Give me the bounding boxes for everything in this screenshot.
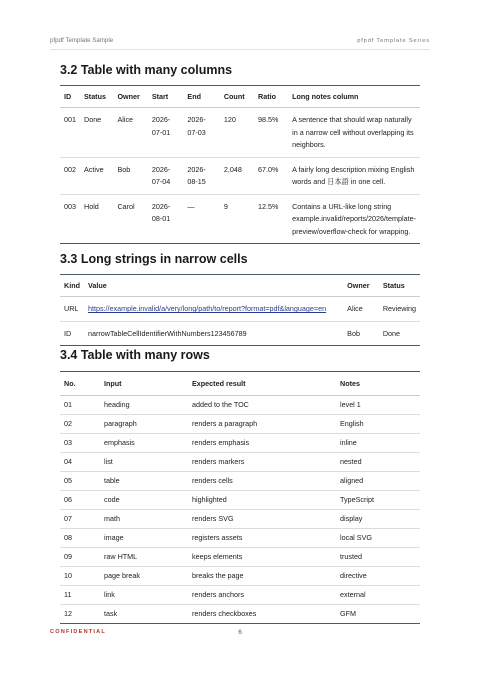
table-cell: task	[100, 605, 188, 624]
table-row	[60, 491, 420, 510]
table-many-columns	[60, 85, 420, 244]
table-cell: link	[100, 586, 188, 605]
table-cell: renders a paragraph	[188, 415, 336, 434]
table-cell: Done	[379, 321, 420, 346]
table-cell: 003	[60, 194, 80, 244]
table-cell: paragraph	[100, 415, 188, 434]
table-cell: renders anchors	[188, 586, 336, 605]
column-header: ID	[60, 86, 80, 108]
table-cell: Contains a URL-like long string example.invalid/reports/2026/template-preview/overflow-check for wrapping.	[288, 194, 420, 244]
table-cell: keeps elements	[188, 548, 336, 567]
table-row	[60, 567, 420, 586]
page-number: 6	[238, 629, 242, 636]
table-cell: trusted	[336, 548, 420, 567]
table-cell: 2026-07-04	[148, 157, 184, 194]
table-row	[60, 472, 420, 491]
table-cell: Carol	[113, 194, 147, 244]
table-cell: heading	[100, 396, 188, 415]
table-row	[60, 586, 420, 605]
table-row	[60, 321, 420, 346]
table-cell: 002	[60, 157, 80, 194]
table-cell: URL	[60, 297, 84, 322]
table-cell: level 1	[336, 396, 420, 415]
table-cell: 2026-08-01	[148, 194, 184, 244]
table-cell: renders markers	[188, 453, 336, 472]
table-cell: Bob	[113, 157, 147, 194]
table-cell: renders cells	[188, 472, 336, 491]
table-cell: table	[100, 472, 188, 491]
table-cell: Hold	[80, 194, 113, 244]
header-left-title: pfpdf Template Sample	[50, 37, 114, 44]
table-cell: ID	[60, 321, 84, 346]
table-cell: 2,048	[220, 157, 254, 194]
section-title-many-rows: 3.4 Table with many rows	[60, 348, 210, 362]
table-cell: 9	[220, 194, 254, 244]
table-row	[60, 415, 420, 434]
table-cell: raw HTML	[100, 548, 188, 567]
table-cell: inline	[336, 434, 420, 453]
column-header: Kind	[60, 275, 84, 297]
table-header-row	[60, 275, 420, 297]
column-header: Status	[80, 86, 113, 108]
column-header: Ratio	[254, 86, 288, 108]
table-cell: breaks the page	[188, 567, 336, 586]
table-cell: —	[183, 194, 219, 244]
report-url-link[interactable]: https://example.invalid/a/very/long/path/to/report?format=pdf&language=en	[87, 304, 327, 313]
table-cell: Reviewing	[379, 297, 420, 322]
table-cell: highlighted	[188, 491, 336, 510]
table-cell: 08	[60, 529, 100, 548]
table-cell: 2026-08-15	[183, 157, 219, 194]
table-row	[60, 396, 420, 415]
table-cell: 05	[60, 472, 100, 491]
table-cell: 2026-07-03	[183, 108, 219, 158]
table-cell: 01	[60, 396, 100, 415]
table-cell: 2026-07-01	[148, 108, 184, 158]
column-header: No.	[60, 372, 100, 396]
table-cell: Active	[80, 157, 113, 194]
table-cell: aligned	[336, 472, 420, 491]
table-cell: 12	[60, 605, 100, 624]
table-cell: renders checkboxes	[188, 605, 336, 624]
table-cell: code	[100, 491, 188, 510]
table-cell: 04	[60, 453, 100, 472]
table-cell: Bob	[343, 321, 379, 346]
table-cell: math	[100, 510, 188, 529]
table-row	[60, 434, 420, 453]
table-cell: narrowTableCellIdentifierWithNumbers123456789	[84, 321, 343, 346]
table-cell: page break	[100, 567, 188, 586]
table-cell: 67.0%	[254, 157, 288, 194]
table-cell: renders SVG	[188, 510, 336, 529]
table-cell: Done	[80, 108, 113, 158]
column-header: Owner	[113, 86, 147, 108]
table-cell: GFM	[336, 605, 420, 624]
table-cell: list	[100, 453, 188, 472]
table-cell: nested	[336, 453, 420, 472]
column-header: Value	[84, 275, 343, 297]
table-row	[60, 108, 420, 158]
table-cell: external	[336, 586, 420, 605]
table-row	[60, 194, 420, 244]
table-header-row	[60, 86, 420, 108]
column-header: End	[183, 86, 219, 108]
table-cell: directive	[336, 567, 420, 586]
column-header: Owner	[343, 275, 379, 297]
table-cell	[84, 297, 343, 322]
table-cell: 10	[60, 567, 100, 586]
table-cell: 07	[60, 510, 100, 529]
table-cell: renders emphasis	[188, 434, 336, 453]
table-row	[60, 453, 420, 472]
column-header: Expected result	[188, 372, 336, 396]
table-cell: local SVG	[336, 529, 420, 548]
table-cell: 09	[60, 548, 100, 567]
table-cell: emphasis	[100, 434, 188, 453]
column-header: Status	[379, 275, 420, 297]
table-cell: display	[336, 510, 420, 529]
table-cell: 001	[60, 108, 80, 158]
column-header: Notes	[336, 372, 420, 396]
table-cell: 06	[60, 491, 100, 510]
table-header-row	[60, 372, 420, 396]
table-row	[60, 297, 420, 322]
table-long-strings	[60, 274, 420, 346]
section-title-many-columns: 3.2 Table with many columns	[60, 63, 233, 77]
column-header: Input	[100, 372, 188, 396]
column-header: Count	[220, 86, 254, 108]
column-header: Start	[148, 86, 184, 108]
table-cell: image	[100, 529, 188, 548]
running-header	[50, 37, 430, 50]
header-right-title: pfpdf Template Series	[357, 38, 430, 44]
table-row	[60, 548, 420, 567]
column-header: Long notes column	[288, 86, 420, 108]
table-many-rows	[60, 371, 420, 624]
table-row	[60, 529, 420, 548]
table-cell: 11	[60, 586, 100, 605]
table-cell: added to the TOC	[188, 396, 336, 415]
table-cell: A sentence that should wrap naturally in a narrow cell without overlapping its neighbors.	[288, 108, 420, 158]
table-cell: English	[336, 415, 420, 434]
table-cell: 120	[220, 108, 254, 158]
table-cell: Alice	[343, 297, 379, 322]
table-cell: 98.5%	[254, 108, 288, 158]
table-row	[60, 157, 420, 194]
table-row	[60, 605, 420, 624]
table-cell: registers assets	[188, 529, 336, 548]
table-cell: 02	[60, 415, 100, 434]
table-cell: A fairly long description mixing English words and 日本語 in one cell.	[288, 157, 420, 194]
table-cell: Alice	[113, 108, 147, 158]
table-cell: TypeScript	[336, 491, 420, 510]
section-title-long-strings: 3.3 Long strings in narrow cells	[60, 252, 248, 266]
table-cell: 12.5%	[254, 194, 288, 244]
table-cell: 03	[60, 434, 100, 453]
table-row	[60, 510, 420, 529]
confidential-label: CONFIDENTIAL	[50, 629, 107, 635]
